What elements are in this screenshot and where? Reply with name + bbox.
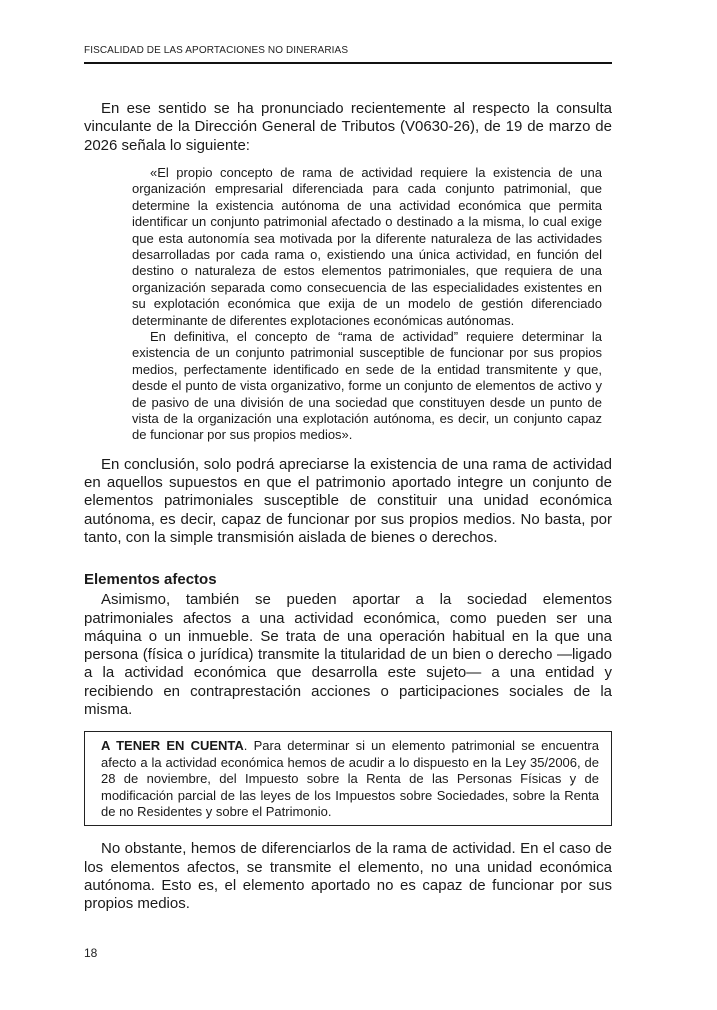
running-header: FISCALIDAD DE LAS APORTACIONES NO DINERARIAS	[84, 45, 349, 56]
final-paragraph: No obstante, hemos de diferenciarlos de la rama de actividad. En el caso de los elementos afectos, se transmite el elemento, no una unidad económica autónoma. Esto es, el elemento aportado no es capaz de funcionar por sus propios medios.	[84, 840, 612, 913]
intro-paragraph: En ese sentido se ha pronunciado recientemente al respecto la consulta vinculante de la Dirección General de Tributos (V0630-26), de 19 de marzo de 2026 señala lo siguiente:	[84, 100, 612, 154]
quote-paragraph-1: «El propio concepto de rama de actividad requiere la existencia de una organización empresarial diferenciada para cada conjunto patrimonial, que determine la existencia autónoma de una actividad económica que permita identificar un conjunto patrimonial afectado o destinado a la misma, lo cual exige que esta autonomía sea motivada por la diferente naturaleza de las actividades desarrolladas por cada rama o, existiendo una única actividad, en función del destino o naturaleza de estos elementos patrimoniales, que requiera de una organización separada como consecuencia de las especialidades existentes en su explotación económica que exija de un modelo de gestión diferenciado determinante de diferentes explotaciones económicas autónomas.	[132, 164, 602, 328]
page-body	[84, 100, 612, 914]
note-text: . Para determinar si un elemento patrimonial se encuentra afecto a la actividad económica hemos de acudir a lo dispuesto en la Ley 35/2006, de 28 de noviembre, del Impuesto sobre la Renta de las Personas Físicas y de modificación parcial de las leyes de los Impuestos sobre Sociedades, sobre la Renta de no Residentes y sobre el Patrimonio.	[101, 738, 599, 819]
header-rule	[84, 62, 612, 64]
section-heading: Elementos afectos	[84, 571, 217, 589]
note-label: A TENER EN CUENTA	[101, 738, 244, 754]
conclusion-paragraph: En conclusión, solo podrá apreciarse la existencia de una rama de actividad en aquellos supuestos en que el patrimonio aportado integre un conjunto de elementos patrimoniales susceptible de constituir una unidad económica autónoma, es decir, capaz de funcionar por sus propios medios. No basta, por tanto, con la simple transmisión aislada de bienes o derechos.	[84, 455, 612, 546]
page-number: 18	[84, 946, 98, 960]
block-quote	[132, 165, 602, 444]
section-paragraph: Asimismo, también se pueden aportar a la sociedad elementos patrimoniales afectos a una actividad económica, como pueden ser una máquina o un inmueble. Se trata de una operación habitual en la que una persona (física o jurídica) transmite la titularidad de un bien o derecho —ligado a la actividad económica que desarrolla este sujeto— a una entidad y recibiendo en contraprestación acciones o participaciones sociales de la misma.	[84, 591, 612, 719]
quote-paragraph-2: En definitiva, el concepto de “rama de actividad” requiere determinar la existencia de un conjunto patrimonial susceptible de funcionar por sus propios medios, perfectamente identificado en sede de la entidad transmitente y que, desde el punto de vista organizativo, forme un conjunto de elementos de activo y de pasivo de una división de una sociedad que constituyen desde un punto de vista de la organización una explotación autónoma, es decir, un conjunto capaz de funcionar por sus propios medios».	[132, 328, 602, 443]
note-box	[84, 731, 612, 826]
